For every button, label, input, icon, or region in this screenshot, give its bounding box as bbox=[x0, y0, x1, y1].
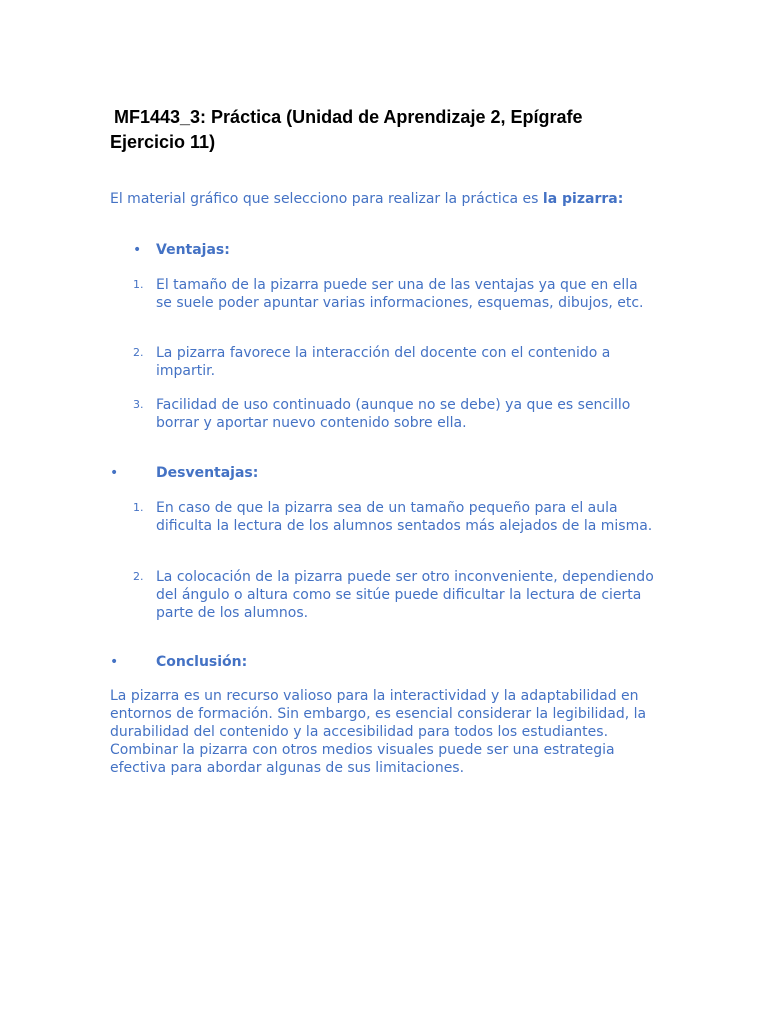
heading-conclusion: Conclusión: bbox=[156, 654, 248, 670]
title-line-2: Ejercicio 11) bbox=[110, 132, 216, 152]
bullet-ventajas: • bbox=[133, 242, 142, 258]
desventajas-number-2: 2. bbox=[133, 570, 144, 583]
ventajas-item-2: La pizarra favorece la interacción del docente con el contenido a impartir. bbox=[156, 345, 611, 379]
heading-desventajas: Desventajas: bbox=[156, 465, 259, 481]
ventajas-number-2: 2. bbox=[133, 346, 144, 359]
conclusion-paragraph: La pizarra es un recurso valioso para la interactividad y la adaptabilidad en entornos de formación. Sin embargo, es esencial considerar la legibilidad, la durabilidad del contenido y la accesibilidad para todos los estudiantes. Combinar la pizarra con otros medios visuales puede ser una estrategia efectiva para abordar algunas de sus limitaciones. bbox=[110, 688, 647, 776]
intro-paragraph bbox=[110, 190, 670, 208]
intro-bold-text: la pizarra: bbox=[542, 191, 624, 207]
bullet-desventajas: • bbox=[110, 465, 119, 481]
title-line-1: MF1443_3: Práctica (Unidad de Aprendizaje 2, Epígrafe bbox=[114, 107, 583, 127]
ventajas-number-1: 1. bbox=[133, 278, 144, 291]
intro-text: El material gráfico que selecciono para realizar la práctica es bbox=[110, 191, 543, 207]
heading-ventajas: Ventajas: bbox=[156, 242, 230, 258]
desventajas-item-1: En caso de que la pizarra sea de un tamaño pequeño para el aula dificulta la lectura de los alumnos sentados más alejados de la misma. bbox=[156, 500, 653, 534]
ventajas-item-3: Facilidad de uso continuado (aunque no se debe) ya que es sencillo borrar y aportar nuevo contenido sobre ella. bbox=[156, 397, 631, 431]
ventajas-number-3: 3. bbox=[133, 398, 144, 411]
page-title bbox=[110, 105, 670, 155]
desventajas-number-1: 1. bbox=[133, 501, 144, 514]
desventajas-item-2: La colocación de la pizarra puede ser otro inconveniente, dependiendo del ángulo o altura como se sitúe puede dificultar la lectura de cierta parte de los alumnos. bbox=[156, 569, 654, 621]
bullet-conclusion: • bbox=[110, 654, 119, 670]
ventajas-item-1: El tamaño de la pizarra puede ser una de las ventajas ya que en ella se suele poder apuntar varias informaciones, esquemas, dibujos, etc. bbox=[156, 277, 644, 311]
